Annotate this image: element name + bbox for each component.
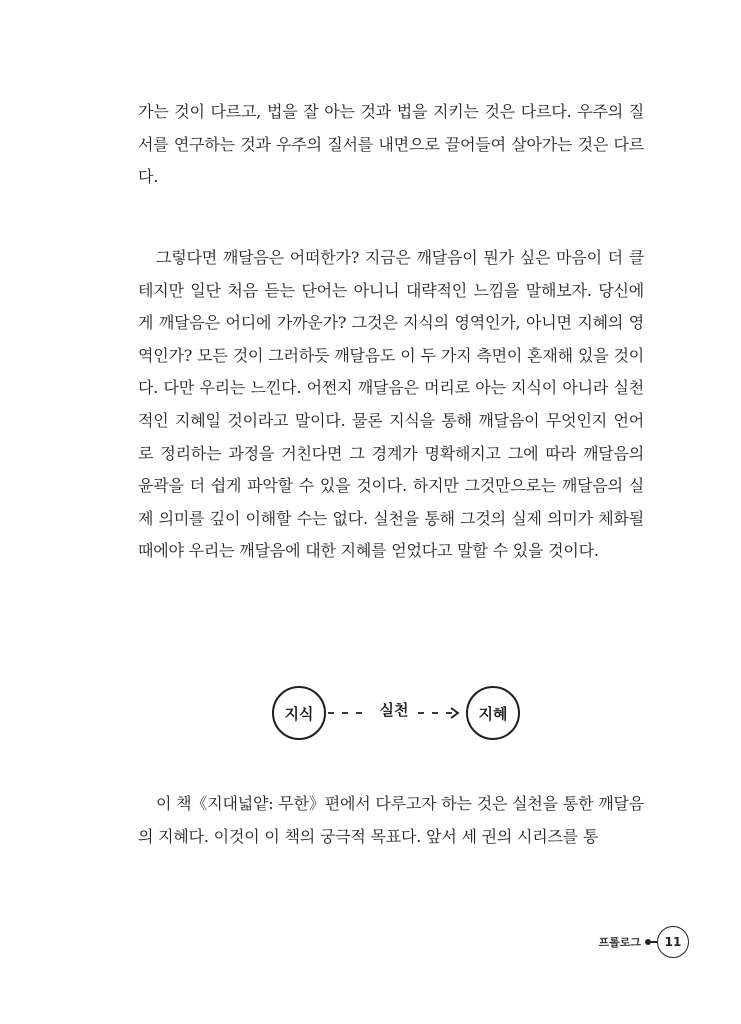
- page-footer: [598, 922, 689, 962]
- section-label: 프롤로그: [598, 936, 641, 949]
- wisdom-node: 지혜: [466, 686, 520, 740]
- knowledge-node: 지식: [272, 686, 326, 740]
- page-number: 11: [657, 926, 689, 958]
- body-paragraph-1: 가는 것이 다르고, 법을 잘 아는 것과 법을 지키는 것은 다르다. 우주의 질서를 연구하는 것과 우주의 질서를 내면으로 끌어들여 살아가는 것은 다르다.: [138, 102, 644, 187]
- body-paragraph-2: 그렇다면 깨달음은 어떠한가? 지금은 깨달음이 뭔가 싶은 마음이 더 클 테지만 일단 처음 듣는 단어는 아니니 대략적인 느낌을 말해보자. 당신에게 깨달음은 어디에 가까운가? 그것은 지식의 영역인가, 아니면 지혜의 영역인가? 모든 것이 그러하듯 깨달음도 이 두 가지 측면이 혼재해 있을 것이다. 다만 우리는 느낀다. 어쩐지 깨달음은 머리로 아는 지식이 아니라 실천적인 지혜일 것이라고 말이다. 물론 지식을 통해 깨달음이 무엇인지 언어로 정리하는 과정을 거친다면 그 경계가 명확해지고 그에 따라 깨달음의 윤곽을 더 쉽게 파악할 수 있을 것이다. 하지만 그것만으로는 깨달음의 실제 의미를 깊이 이해할 수는 없다. 실천을 통해 그것의 실제 의미가 체화될 때에야 우리는 깨달음에 대한 지혜를 얻었다고 말할 수 있을 것이다.: [138, 248, 644, 561]
- practice-label: 실천: [379, 701, 409, 719]
- arrow-head-icon: [451, 708, 458, 718]
- body-paragraph-3: 이 책《지대넓얕: 무한》편에서 다루고자 하는 것은 실천을 통한 깨달음의 지혜다. 이것이 이 책의 궁극적 목표다. 앞서 세 권의 시리즈를 통: [138, 794, 644, 846]
- knowledge-practice-wisdom-diagram: [270, 686, 522, 742]
